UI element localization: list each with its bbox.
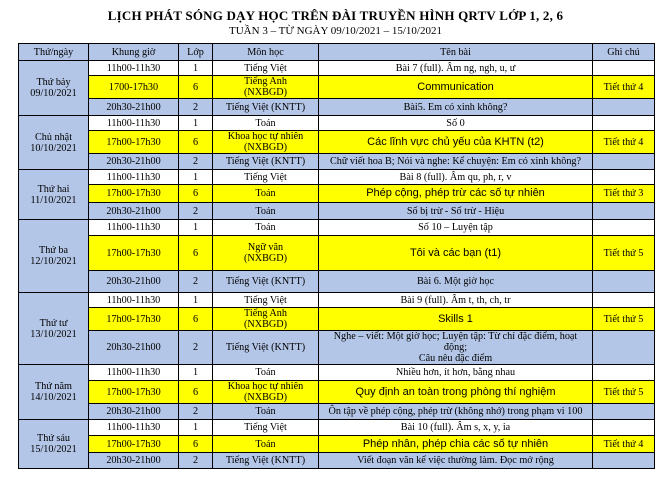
subject-cell: Tiếng Việt <box>213 420 319 436</box>
subject-cell: Toán <box>213 404 319 420</box>
subject-cell: Tiếng Việt (KNTT) <box>213 271 319 293</box>
day-date: 15/10/2021 <box>30 444 77 455</box>
table-row <box>19 236 655 271</box>
grade-cell: 2 <box>179 331 213 365</box>
grade-cell: 2 <box>179 271 213 293</box>
subject-cell: Toán <box>213 220 319 236</box>
day-cell <box>19 293 89 365</box>
subject-cell: Toán <box>213 185 319 203</box>
time-cell: 11h00-11h30 <box>89 220 179 236</box>
subject-cell: Ngữ văn (NXBGD) <box>213 236 319 271</box>
lesson-cell: Các lĩnh vực chủ yếu của KHTN (t2) <box>319 131 593 154</box>
time-cell: 20h30-21h00 <box>89 203 179 220</box>
lesson-cell: Nhiều hơn, ít hơn, bằng nhau <box>319 365 593 381</box>
note-cell <box>593 365 655 381</box>
table-row <box>19 365 655 381</box>
header-day: Thứ/ngày <box>19 44 89 61</box>
time-cell: 17h00-17h30 <box>89 436 179 453</box>
grade-cell: 6 <box>179 308 213 331</box>
grade-cell: 6 <box>179 185 213 203</box>
header-lesson: Tên bài <box>319 44 593 61</box>
lesson-cell: Bài 10 (full). Âm s, x, y, ia <box>319 420 593 436</box>
note-cell: Tiết thứ 3 <box>593 185 655 203</box>
day-cell <box>19 116 89 170</box>
lesson-cell: Số bị trừ - Số trừ - Hiệu <box>319 203 593 220</box>
day-cell <box>19 61 89 116</box>
grade-cell: 1 <box>179 220 213 236</box>
subject-cell: Tiếng Việt (KNTT) <box>213 154 319 170</box>
table-row <box>19 420 655 436</box>
lesson-cell: Bài5. Em có xinh không? <box>319 99 593 116</box>
header-grade: Lớp <box>179 44 213 61</box>
time-cell: 20h30-21h00 <box>89 404 179 420</box>
subject-cell: Tiếng Việt (KNTT) <box>213 453 319 469</box>
note-cell <box>593 61 655 76</box>
time-cell: 17h00-17h30 <box>89 308 179 331</box>
day-name: Thứ bảy <box>36 77 71 88</box>
day-date: 11/10/2021 <box>30 194 77 206</box>
lesson-cell: Viết đoạn văn kể việc thường làm. Đọc mở rộng <box>319 453 593 469</box>
grade-cell: 2 <box>179 404 213 420</box>
grade-cell: 2 <box>179 453 213 469</box>
header-note: Ghi chú <box>593 44 655 61</box>
grade-cell: 1 <box>179 293 213 308</box>
table-row <box>19 154 655 170</box>
lesson-cell: Số 10 – Luyện tập <box>319 220 593 236</box>
lesson-cell: Phép cộng, phép trừ các số tự nhiên <box>319 185 593 203</box>
subject-cell: Khoa học tự nhiên (NXBGD) <box>213 131 319 154</box>
lesson-cell: Nghe – viết: Một giờ học; Luyện tập: Từ chỉ đặc điểm, hoạt động; Câu nêu đặc điểm <box>319 331 593 365</box>
note-cell <box>593 203 655 220</box>
table-row <box>19 436 655 453</box>
day-date: 09/10/2021 <box>30 88 77 99</box>
day-cell <box>19 420 89 469</box>
header-time: Khung giờ <box>89 44 179 61</box>
table-row <box>19 203 655 220</box>
day-name: Chủ nhật <box>34 131 73 143</box>
subject-cell: Tiếng Việt (KNTT) <box>213 99 319 116</box>
subject-cell: Tiếng Anh (NXBGD) <box>213 76 319 99</box>
note-cell <box>593 170 655 185</box>
note-cell: Tiết thứ 5 <box>593 308 655 331</box>
table-row <box>19 293 655 308</box>
lesson-cell: Skills 1 <box>319 308 593 331</box>
grade-cell: 6 <box>179 381 213 404</box>
header-subject: Môn học <box>213 44 319 61</box>
day-cell <box>19 170 89 220</box>
note-cell <box>593 453 655 469</box>
table-row <box>19 271 655 293</box>
note-cell <box>593 99 655 116</box>
day-date: 14/10/2021 <box>30 392 77 403</box>
subject-cell: Toán <box>213 203 319 220</box>
table-row <box>19 381 655 404</box>
lesson-cell: Tôi và các bạn (t1) <box>319 236 593 271</box>
time-cell: 11h00-11h30 <box>89 420 179 436</box>
subject-cell: Khoa học tự nhiên (NXBGD) <box>213 381 319 404</box>
table-row <box>19 185 655 203</box>
grade-cell: 1 <box>179 420 213 436</box>
note-cell <box>593 331 655 365</box>
note-cell <box>593 293 655 308</box>
subject-cell: Tiếng Việt <box>213 61 319 76</box>
day-name: Thứ năm <box>35 381 72 392</box>
grade-cell: 2 <box>179 154 213 170</box>
time-cell: 17h00-17h30 <box>89 185 179 203</box>
subject-cell: Tiếng Việt (KNTT) <box>213 331 319 365</box>
page-title: LỊCH PHÁT SÓNG DẠY HỌC TRÊN ĐÀI TRUYỀN HÌNH QRTV LỚP 1, 2, 6 <box>107 8 564 23</box>
lesson-cell: Ôn tập về phép cộng, phép trừ (không nhớ) trong phạm vi 100 <box>319 404 593 420</box>
subject-cell: Toán <box>213 436 319 453</box>
subject-cell: Tiếng Việt <box>213 293 319 308</box>
day-date: 12/10/2021 <box>30 256 77 267</box>
table-row <box>19 170 655 185</box>
time-cell: 11h00-11h30 <box>89 61 179 76</box>
grade-cell: 2 <box>179 99 213 116</box>
grade-cell: 2 <box>179 203 213 220</box>
time-cell: 20h30-21h00 <box>89 331 179 365</box>
table-row <box>19 131 655 154</box>
time-cell: 17h00-17h30 <box>89 236 179 271</box>
time-cell: 20h30-21h00 <box>89 453 179 469</box>
day-name: Thứ ba <box>38 245 68 256</box>
note-cell: Tiết thứ 4 <box>593 131 655 154</box>
time-cell: 11h00-11h30 <box>89 170 179 185</box>
note-cell: Tiết thứ 5 <box>593 236 655 271</box>
note-cell <box>593 420 655 436</box>
note-cell <box>593 154 655 170</box>
note-cell: Tiết thứ 5 <box>593 381 655 404</box>
day-name: Thứ hai <box>37 183 70 195</box>
page-subtitle: TUẦN 3 – TỪ NGÀY 09/10/2021 – 15/10/2021 <box>229 25 442 37</box>
subject-cell: Toán <box>213 365 319 381</box>
time-cell: 17h00-17h30 <box>89 381 179 404</box>
time-cell: 20h30-21h00 <box>89 271 179 293</box>
lesson-cell: Communication <box>319 76 593 99</box>
day-cell <box>19 365 89 420</box>
schedule-body <box>19 61 655 469</box>
table-row <box>19 331 655 365</box>
grade-cell: 6 <box>179 236 213 271</box>
table-row <box>19 453 655 469</box>
day-name: Thứ sáu <box>37 433 70 444</box>
table-row <box>19 308 655 331</box>
table-row <box>19 76 655 99</box>
day-date: 13/10/2021 <box>30 328 77 340</box>
day-date: 10/10/2021 <box>30 142 77 154</box>
time-cell: 11h00-11h30 <box>89 293 179 308</box>
table-row <box>19 99 655 116</box>
lesson-cell: Bài 9 (full). Âm t, th, ch, tr <box>319 293 593 308</box>
note-cell <box>593 404 655 420</box>
grade-cell: 1 <box>179 365 213 381</box>
note-cell: Tiết thứ 4 <box>593 436 655 453</box>
day-cell <box>19 220 89 293</box>
table-header-row <box>19 44 655 61</box>
note-cell <box>593 271 655 293</box>
table-row <box>19 404 655 420</box>
note-cell <box>593 116 655 131</box>
note-cell: Tiết thứ 4 <box>593 76 655 99</box>
time-cell: 11h00-11h30 <box>89 365 179 381</box>
time-cell: 1700-17h30 <box>89 76 179 99</box>
lesson-cell: Phép nhân, phép chia các số tự nhiên <box>319 436 593 453</box>
lesson-cell: Số 0 <box>319 116 593 131</box>
time-cell: 20h30-21h00 <box>89 154 179 170</box>
subject-cell: Tiếng Việt <box>213 170 319 185</box>
lesson-cell: Chữ viết hoa B; Nói và nghe: Kể chuyện: Em có xinh không? <box>319 154 593 170</box>
table-row <box>19 61 655 76</box>
lesson-cell: Quy định an toàn trong phòng thí nghiệm <box>319 381 593 404</box>
time-cell: 11h00-11h30 <box>89 116 179 131</box>
time-cell: 17h00-17h30 <box>89 131 179 154</box>
grade-cell: 1 <box>179 116 213 131</box>
grade-cell: 6 <box>179 131 213 154</box>
day-name: Thứ tư <box>39 317 68 329</box>
schedule-table <box>18 43 655 469</box>
lesson-cell: Bài 8 (full). Âm qu, ph, r, v <box>319 170 593 185</box>
lesson-cell: Bài 6. Một giờ học <box>319 271 593 293</box>
table-row <box>19 116 655 131</box>
grade-cell: 1 <box>179 61 213 76</box>
grade-cell: 6 <box>179 436 213 453</box>
grade-cell: 1 <box>179 170 213 185</box>
note-cell <box>593 220 655 236</box>
lesson-cell: Bài 7 (full). Âm ng, ngh, u, ư <box>319 61 593 76</box>
time-cell: 20h30-21h00 <box>89 99 179 116</box>
grade-cell: 6 <box>179 76 213 99</box>
subject-cell: Toán <box>213 116 319 131</box>
table-row <box>19 220 655 236</box>
subject-cell: Tiếng Anh (NXBGD) <box>213 308 319 331</box>
